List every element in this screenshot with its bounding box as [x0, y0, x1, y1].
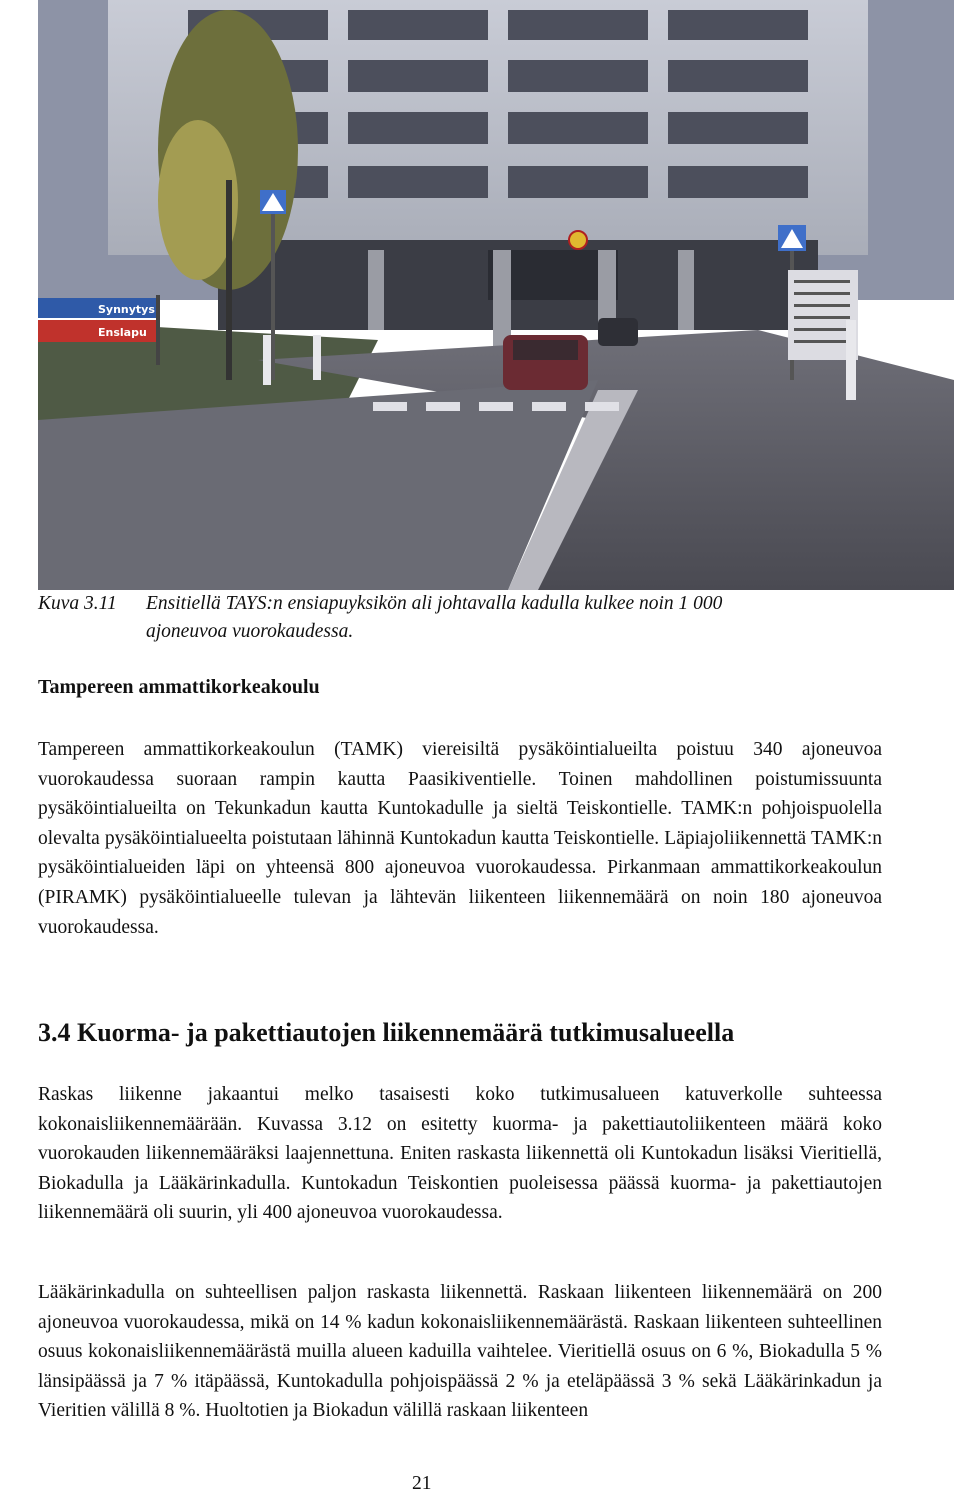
sign-text-enslapu: Enslapu	[98, 326, 147, 339]
subheading: Tampereen ammattikorkeakoulu	[38, 676, 320, 698]
paragraph-2: Raskas liikenne jakaantui melko tasaisesti koko tutkimusalueen katuverkolle suhteessa kokonaisliikennemäärään. Kuvassa 3.12 on esitetty kuorma- ja pakettiautoliikenteen määrä koko vuorokauden liikennemääräksi laajennettuna. Eniten raskasta liikennettä oli Kuntokadun lisäksi Vieritiellä, Biokadulla ja Lääkärinkadulla. Kuntokadun Teiskontien puoleisessa päässä kuorma- ja pakettiautojen liikennemäärä oli suurin, yli 400 ajoneuvoa vuorokaudessa.	[38, 1084, 882, 1224]
street-photo-drawing	[38, 0, 954, 590]
sign-text-synnytys: Synnytys	[98, 303, 155, 316]
caption-number: Kuva 3.11	[38, 593, 117, 614]
street-photo	[38, 0, 954, 590]
figure-caption	[38, 590, 928, 646]
section-heading: 3.4 Kuorma- ja pakettiautojen liikennemäärä tutkimusalueella	[38, 1018, 735, 1047]
caption-line-2: ajoneuvoa vuorokaudessa.	[146, 621, 354, 642]
caption-line-1: Ensitiellä TAYS:n ensiapuyksikön ali johtavalla kadulla kulkee noin 1 000	[146, 593, 723, 614]
page-number: 21	[412, 1473, 432, 1494]
paragraph-1: Tampereen ammattikorkeakoulun (TAMK) viereisiltä pysäköintialueilta poistuu 340 ajoneuvoa vuorokaudessa suoraan rampin kautta Paasikiventielle. Toinen mahdollinen poistumissuunta pysäköintialueilta on Tekunkadun kautta Kuntokadulle ja sieltä Teiskontielle. TAMK:n pohjoispuolella olevalta pysäköintialueelta poistutaan lähinnä Kuntokadun kautta Teiskontielle. Läpiajoliikennettä TAMK:n pysäköintialueiden läpi on yhteensä 800 ajoneuvoa vuorokaudessa. Pirkanmaan ammattikorkeakoulun (PIRAMK) pysäköintialueelle tulevan ja lähtevän liikenteen liikennemäärä on noin 180 ajoneuvoa vuorokaudessa.	[38, 739, 882, 938]
paragraph-3: Lääkärinkadulla on suhteellisen paljon raskasta liikennettä. Raskaan liikenteen liikennemäärä on 200 ajoneuvoa vuorokaudessa, mikä on 14 % kadun kokonaisliikennemäärästä. Raskaan liikenteen suhteellinen osuus kokonaisliikennemäärästä muilla alueen kaduilla vaihtelee. Vieritiellä osuus on 6 %, Biokadulla 5 % länsipäässä ja 7 % itäpäässä, Kuntokadulla pohjoispäässä 2 % ja eteläpäässä 3 % sekä Lääkärinkadun ja Vieritien välillä 8 %. Huoltotien ja Biokadun välillä raskaan liikenteen	[38, 1282, 882, 1422]
